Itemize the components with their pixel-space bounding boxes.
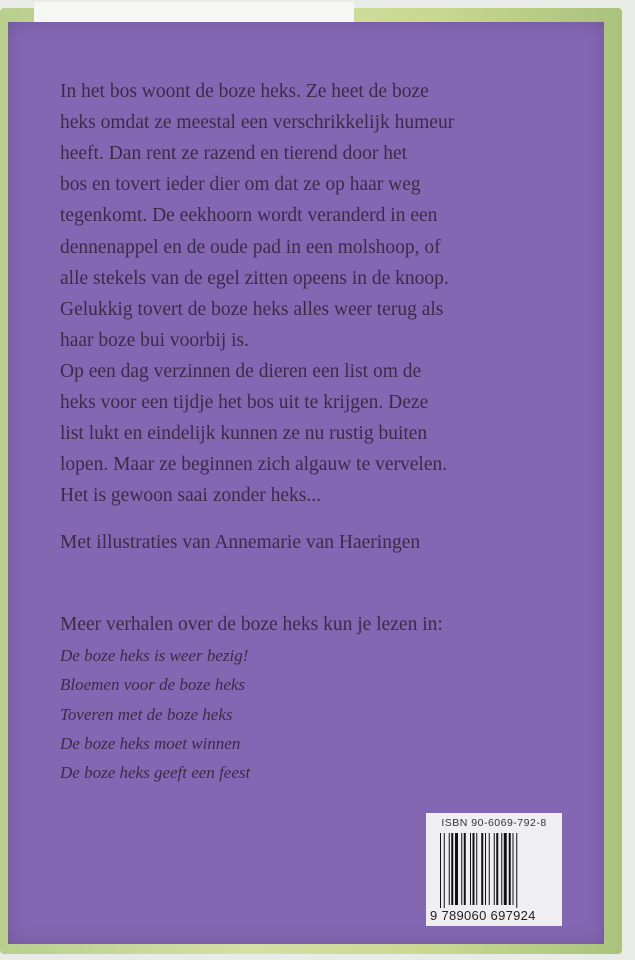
series-title: Bloemen voor de boze heks: [60, 675, 246, 695]
blurb-line: lopen. Maar ze beginnen zich algauw te vervelen.: [60, 454, 448, 476]
barcode-bar: [496, 833, 498, 905]
blurb-line: heks omdat ze meestal een verschrikkelijk humeur: [60, 112, 455, 134]
blurb-line: heks voor een tijdje het bos uit te krijgen. Deze: [60, 392, 429, 413]
more-stories-heading: Meer verhalen over de boze heks kun je lezen in:: [60, 614, 443, 635]
blurb-line: haar boze bui voorbij is.: [60, 329, 249, 351]
barcode-bar: [473, 833, 475, 905]
blurb-line: Het is gewoon saai zonder heks...: [60, 485, 322, 507]
barcode-bar: [489, 833, 490, 905]
blurb-line: list lukt en eindelijk kunnen ze nu rustig buiten: [60, 423, 428, 445]
barcode-bars: [440, 833, 548, 911]
blurb-line: alle stekels van de egel zitten opeens in de knoop.: [60, 267, 449, 289]
blurb-line: In het bos woont de boze heks. Ze heet de boze: [60, 81, 429, 102]
barcode-bar: [513, 833, 514, 905]
barcode-bar: [464, 833, 466, 905]
series-title: De boze heks is weer bezig!: [60, 646, 249, 665]
barcode-bar: [501, 833, 502, 905]
barcode-bar: [485, 833, 486, 905]
barcode-bar: [476, 833, 477, 905]
barcode-bar: [440, 833, 441, 911]
series-title: De boze heks geeft een feest: [60, 763, 251, 783]
barcode-bar: [509, 833, 511, 905]
barcode-bar: [444, 833, 445, 911]
ean-number: 9 789060 697924: [430, 908, 536, 923]
dust-jacket-edge: [34, 2, 354, 22]
barcode-bar: [504, 833, 507, 905]
isbn-text: ISBN 90-6069-792-8: [441, 817, 547, 829]
series-title: Toveren met de boze heks: [60, 704, 233, 724]
illustrator-credit: Met illustraties van Annemarie van Haeringen: [60, 532, 421, 553]
barcode-bar: [516, 833, 517, 911]
barcode-bar: [455, 833, 458, 905]
blurb-line: bos en tovert ieder dier om dat ze op haar weg: [60, 174, 421, 196]
blurb-line: tegenkomt. De eekhoorn wordt veranderd in een: [60, 205, 438, 227]
blurb-line: Op een dag verzinnen de dieren een list om de: [60, 360, 422, 382]
series-title: De boze heks moet winnen: [60, 733, 241, 753]
barcode-bar: [461, 833, 462, 905]
barcode-label: [426, 813, 562, 926]
barcode-bar: [481, 833, 483, 905]
barcode-bar: [451, 833, 453, 905]
blurb-line: heeft. Dan rent ze razend en tierend door het: [60, 143, 408, 165]
blurb-line: Gelukkig tovert de boze heks alles weer terug als: [60, 298, 444, 320]
blurb-line: dennenappel en de oude pad in een molshoop, of: [60, 236, 441, 258]
barcode-bar: [449, 833, 450, 905]
barcode-bar: [470, 833, 471, 905]
barcode-bar: [494, 833, 495, 905]
